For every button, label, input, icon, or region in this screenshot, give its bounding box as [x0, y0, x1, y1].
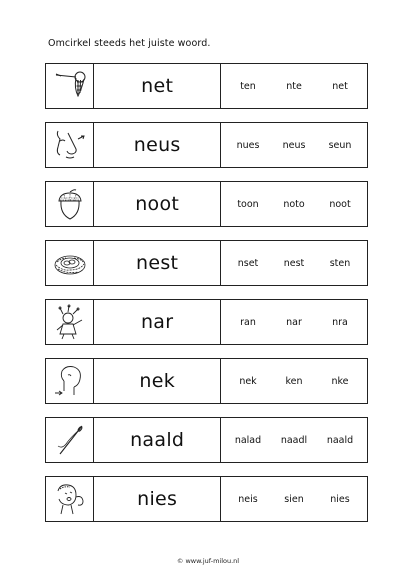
- word-option[interactable]: nte: [286, 80, 302, 92]
- word-option[interactable]: sien: [284, 493, 304, 505]
- word-options: [221, 418, 367, 462]
- needle-icon: [52, 422, 88, 458]
- bird-nest-icon: [52, 245, 88, 281]
- exercise-row-neus: [45, 122, 368, 168]
- picture-cell: [46, 477, 94, 521]
- picture-cell: [46, 123, 94, 167]
- picture-cell: [46, 418, 94, 462]
- word-option[interactable]: nest: [283, 257, 305, 269]
- word-option[interactable]: nues: [236, 139, 260, 151]
- picture-cell: [46, 182, 94, 226]
- word-option[interactable]: sten: [329, 257, 351, 269]
- exercise-row-nek: [45, 358, 368, 404]
- word-option[interactable]: nek: [239, 375, 257, 387]
- word-option[interactable]: nar: [286, 316, 302, 328]
- word-option[interactable]: ran: [240, 316, 256, 328]
- target-word: nest: [94, 241, 221, 285]
- word-options: [221, 64, 367, 108]
- word-option[interactable]: neus: [282, 139, 306, 151]
- word-options: [221, 359, 367, 403]
- neck-icon: [52, 363, 88, 399]
- word-option[interactable]: nke: [331, 375, 349, 387]
- picture-cell: [46, 64, 94, 108]
- picture-cell: [46, 359, 94, 403]
- picture-cell: [46, 241, 94, 285]
- word-options: [221, 182, 367, 226]
- target-word: nek: [94, 359, 221, 403]
- word-options: [221, 241, 367, 285]
- butterfly-net-icon: [52, 68, 88, 104]
- word-option[interactable]: nset: [237, 257, 259, 269]
- word-options: [221, 300, 367, 344]
- exercise-row-naald: [45, 417, 368, 463]
- exercise-row-nest: [45, 240, 368, 286]
- word-option[interactable]: nra: [332, 316, 348, 328]
- word-options: [221, 123, 367, 167]
- picture-cell: [46, 300, 94, 344]
- target-word: noot: [94, 182, 221, 226]
- exercise-row-net: [45, 63, 368, 109]
- word-option[interactable]: noot: [329, 198, 351, 210]
- nose-icon: [52, 127, 88, 163]
- word-option[interactable]: ten: [240, 80, 256, 92]
- acorn-icon: [52, 186, 88, 222]
- jester-icon: [52, 304, 88, 340]
- word-option[interactable]: nalad: [234, 434, 262, 446]
- word-option[interactable]: naadl: [280, 434, 308, 446]
- target-word: net: [94, 64, 221, 108]
- target-word: nies: [94, 477, 221, 521]
- instruction: Omcirkel steeds het juiste woord.: [48, 38, 211, 49]
- word-option[interactable]: noto: [283, 198, 305, 210]
- word-option[interactable]: neis: [238, 493, 258, 505]
- sneeze-icon: [52, 481, 88, 517]
- worksheet-table: [45, 63, 368, 522]
- target-word: nar: [94, 300, 221, 344]
- word-option[interactable]: ken: [285, 375, 303, 387]
- copyright-footer: © www.juf-milou.nl: [176, 557, 240, 565]
- word-option[interactable]: nies: [330, 493, 350, 505]
- word-options: [221, 477, 367, 521]
- exercise-row-nar: [45, 299, 368, 345]
- word-option[interactable]: toon: [237, 198, 259, 210]
- target-word: naald: [94, 418, 221, 462]
- target-word: neus: [94, 123, 221, 167]
- word-option[interactable]: naald: [326, 434, 354, 446]
- exercise-row-nies: [45, 476, 368, 522]
- exercise-row-noot: [45, 181, 368, 227]
- word-option[interactable]: seun: [328, 139, 352, 151]
- word-option[interactable]: net: [332, 80, 348, 92]
